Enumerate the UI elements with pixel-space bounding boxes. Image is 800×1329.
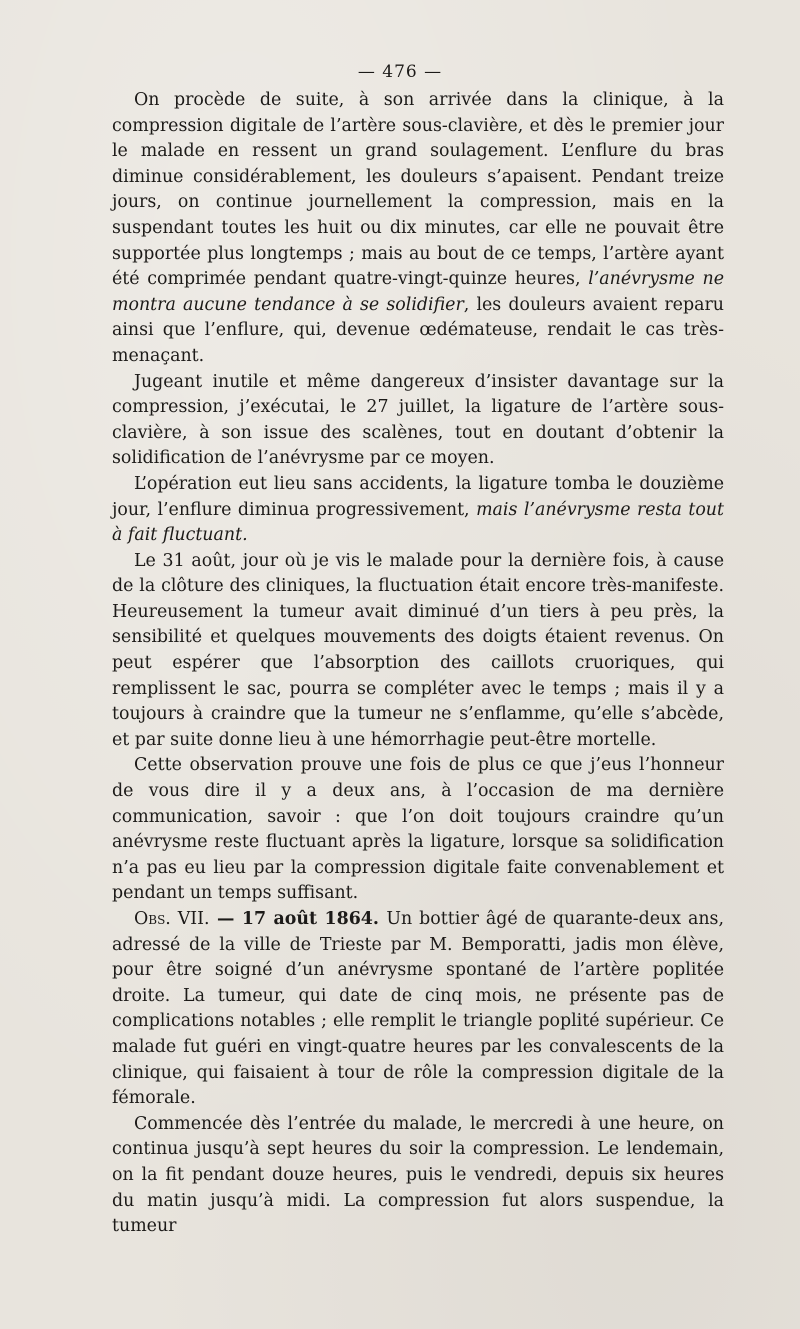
text-segment: Commencée dès l’entrée du malade, le mercredi à une heure, on continua jusqu’à sept heures du soir la compression. Le lendemain, on la fit pendant douze heures, puis le vendredi, depuis six heures du matin jusqu’à midi. La compression fut alors suspendue, la tumeur xyxy=(112,1113,724,1237)
paragraph-2 xyxy=(112,370,724,472)
text-segment: L’opération eut lieu sans accidents, la ligature tomba le douzième jour, l’enflure diminua progressivement, xyxy=(112,473,724,520)
italic-emphasis: l’anévrysme ne montra aucune tendance à se solidifier xyxy=(112,269,724,315)
paragraph-4 xyxy=(112,549,724,754)
text-segment: Jugeant inutile et même dangereux d’insister davantage sur la compression, j’exécutai, le 27 juillet, la ligature de l’artère sous-clavière, à son issue des scalènes, tout en doutant d’obtenir la solidification de l’anévrysme par ce moyen. xyxy=(112,371,724,469)
text-segment: Un bottier âgé de quarante-deux ans, adressé de la ville de Trieste par M. Bemporatti, jadis mon élève, pour être soigné d’un anévrysme spontané de l’artère poplitée droite. La tumeur, qui date de cinq mois, ne présente pas de complications notables ; elle remplit le triangle poplité supérieur. Ce malade fut guéri en vingt-quatre heures par les convalescents de la clinique, qui faisaient à tour de rôle la compression digitale de la fémorale. xyxy=(112,909,724,1109)
text-segment: Cette observation prouve une fois de plus ce que j’eus l’honneur de vous dire il y a deux ans, à l’occasion de ma dernière communication, savoir : que l’on doit toujours craindre qu’un anévrysme reste fluctuant après la ligature, lorsque sa solidification n’a pas eu lieu par la compression digitale faite convenablement et pendant un temps suffisant. xyxy=(112,755,724,904)
page-number: — 476 — xyxy=(357,62,443,82)
italic-emphasis: mais l’anévrysme resta tout à fait fluctuant. xyxy=(112,499,724,546)
paragraph-3 xyxy=(112,472,724,549)
observation-label: Obs. VII. xyxy=(134,909,210,929)
observation-date: — 17 août 1864. xyxy=(209,909,387,929)
body-text xyxy=(112,88,724,1240)
text-segment: Le 31 août, jour où je vis le malade pour la dernière fois, à cause de la clôture des cliniques, la fluctuation était encore très-manifeste. Heureusement la tumeur avait diminué d’un tiers à peu près, la sensibilité et quelques mouvements des doigts étaient revenus. On peut espérer que l’absorption des caillots cruoriques, qui remplissent le sac, pourra se compléter avec le temps ; mais il y a toujours à craindre que la tumeur ne s’enflamme, qu’elle s’abcède, et par suite donne lieu à une hémorrhagie peut-être mortelle. xyxy=(112,550,724,750)
paragraph-5 xyxy=(112,753,724,907)
paragraph-7 xyxy=(112,1112,724,1240)
text-segment: On procède de suite, à son arrivée dans la clinique, à la compression digitale de l’artère sous-clavière, et dès le premier jour le malade en ressent un grand soulagement. L’enflure du bras diminue considérablement, les douleurs s’apaisent. Pendant treize jours, on continue journellement la compression, mais en la suspendant toutes les huit ou dix minutes, car elle ne pouvait être supportée plus longtemps ; mais au bout de ce temps, l’artère ayant été comprimée pendant quatre-vingt-quinze heures, xyxy=(112,90,724,290)
paragraph-6-observation xyxy=(112,907,724,1112)
paragraph-1 xyxy=(112,88,724,370)
text-segment: , les douleurs avaient reparu ainsi que l’enflure, qui, devenue œdémateuse, rendait le cas très-menaçant. xyxy=(112,294,724,366)
